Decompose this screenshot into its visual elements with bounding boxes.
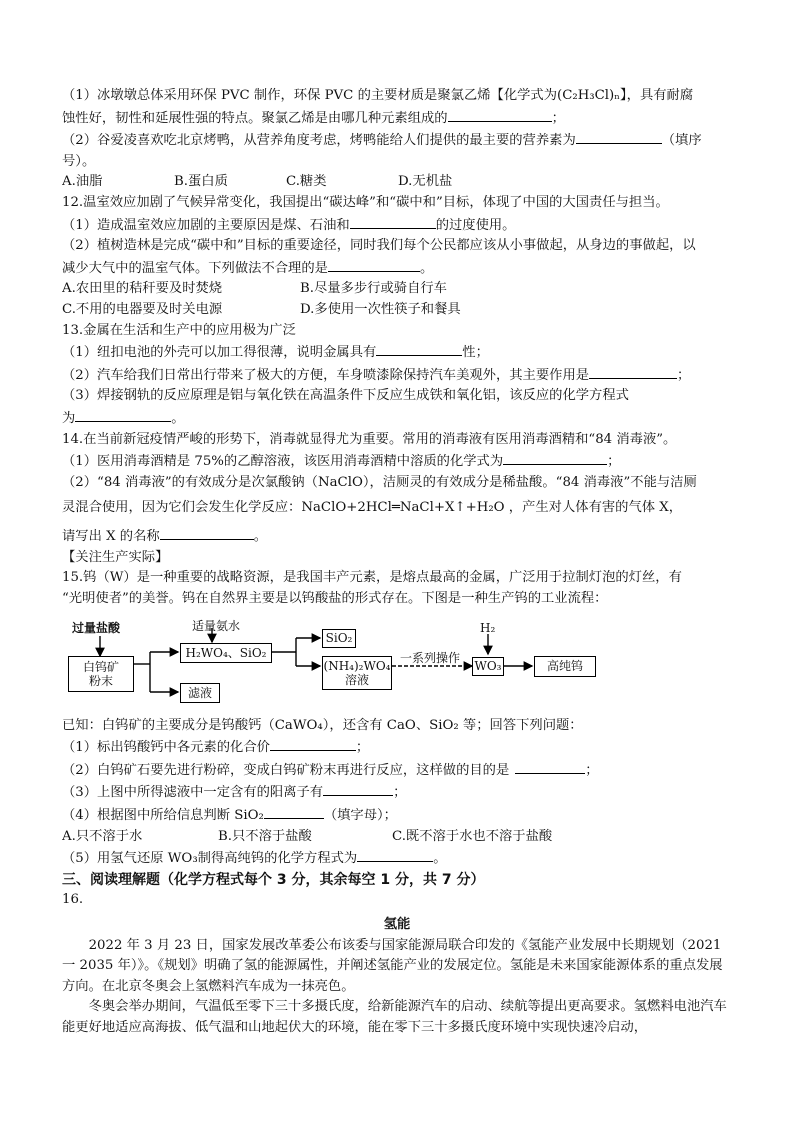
q16-number: 16. bbox=[62, 892, 84, 908]
flow-label-hydrochloric-acid: 过量盐酸 bbox=[72, 620, 121, 635]
q12-part2-end: 。 bbox=[419, 260, 434, 276]
q15-answer-blank-5[interactable] bbox=[357, 847, 433, 862]
q14-answer-blank-1[interactable] bbox=[503, 450, 607, 465]
flow-box-h2wo4-sio2: H₂WO₄、SiO₂ bbox=[180, 643, 272, 663]
flow-label-ammonia: 适量氨水 bbox=[192, 618, 241, 633]
q15-part3-text: （3）上图中所得滤液中一定含有的阳离子有 bbox=[62, 785, 324, 801]
flow-box-ammonium-tungstate bbox=[322, 656, 392, 690]
q11-part2-line1 bbox=[62, 129, 732, 152]
q12-part1-end: 的过度使用。 bbox=[435, 217, 516, 233]
flow-box-sio2: SiO₂ bbox=[322, 629, 356, 648]
q13-part3-line2 bbox=[62, 407, 732, 430]
q15-part3 bbox=[62, 781, 732, 804]
q15-stem-line1: 15.钨（W）是一种重要的战略资源，是我国丰产元素，是熔点最高的金属，广泛用于拉制灯泡的灯丝，有 bbox=[62, 570, 682, 586]
q12-options-row2 bbox=[62, 300, 732, 321]
q14-part1 bbox=[62, 450, 732, 473]
q13-answer-blank-3[interactable] bbox=[75, 407, 171, 422]
q15-known: 已知：白钨矿的主要成分是钨酸钙（CaWO₄），还含有 CaO、SiO₂ 等；回答下列问题： bbox=[62, 717, 583, 733]
section3-heading: 三、阅读理解题（化学方程式每个 3 分，其余每空 1 分，共 7 分） bbox=[62, 871, 485, 888]
q15-option-b[interactable]: B.只不溶于盐酸 bbox=[218, 828, 312, 844]
q15-answer-blank-2[interactable] bbox=[515, 759, 585, 774]
q15-part4-end: （填字母）； bbox=[323, 808, 397, 824]
flow-label-h2: H₂ bbox=[480, 620, 496, 635]
q11-part1-text: 蚀性好，韧性和延展性强的特点。聚氯乙烯是由哪几种元素组成的 bbox=[62, 110, 448, 126]
q15-answer-blank-3[interactable] bbox=[323, 781, 393, 796]
q15-part4 bbox=[62, 804, 732, 827]
q12-part1 bbox=[62, 214, 732, 237]
q11-option-b[interactable]: B.蛋白质 bbox=[174, 174, 228, 190]
q13-part3-line1: （3）焊接钢轨的反应原理是铝与氧化铁在高温条件下反应生成铁和氧化铝，该反应的化学方程式 bbox=[62, 388, 629, 404]
q16-paragraph-1: 2022 年 3 月 23 日，国家发展改革委公布该委与国家能源局联合印发的《氢能产业发展中长期规划（2021 一 2035 年）》。《规划》明确了氢的能源属性，并阐述氢能产业的发展定位。氢能是未来国家能源体系的重点发展方向。在北京冬奥会上氢燃料汽车成为一抹亮色。 bbox=[62, 937, 723, 994]
q12-option-d[interactable]: D.多使用一次性筷子和餐具 bbox=[300, 301, 461, 317]
q14-answer-blank-2[interactable] bbox=[160, 525, 254, 540]
q12-option-c[interactable]: C.不用的电器要及时关电源 bbox=[62, 301, 223, 317]
q15-part5 bbox=[62, 847, 732, 870]
q15-part5-text: （5）用氢气还原 WO₃制得高纯钨的化学方程式为 bbox=[62, 851, 358, 867]
q15-part2-end: ； bbox=[585, 762, 599, 778]
q13-part1 bbox=[62, 341, 732, 364]
q11-option-c[interactable]: C.糖类 bbox=[286, 174, 327, 190]
q11-part2-text: （2）谷爱凌喜欢吃北京烤鸭，从营养角度考虑，烤鸭能给人们提供的最主要的营养素为 bbox=[62, 133, 576, 149]
exam-page bbox=[62, 86, 732, 1039]
q11-part1-line2 bbox=[62, 107, 732, 130]
q12-option-a[interactable]: A.农田里的秸秆要及时焚烧 bbox=[62, 281, 223, 297]
q15-part3-end: ； bbox=[393, 785, 407, 801]
q11-answer-blank-1[interactable] bbox=[448, 107, 552, 122]
q12-option-b[interactable]: B.尽量多步行或骑自行车 bbox=[300, 281, 447, 297]
q16-article-title: 氢能 bbox=[383, 917, 411, 932]
q13-part2-text: （2）汽车给我们日常出行带来了极大的方便，车身喷漆除保持汽车美观外，其主要作用是 bbox=[62, 367, 590, 383]
q15-options bbox=[62, 827, 732, 848]
q14-part2-line3 bbox=[62, 525, 732, 548]
q11-part1-line1: （1）冰墩墩总体采用环保 PVC 制作，环保 PVC 的主要材质是聚氯乙烯【化学式为(C₂H₃Cl)ₙ】，具有耐腐 bbox=[62, 88, 694, 103]
tungsten-process-flowchart bbox=[62, 616, 622, 712]
flow-label-operations: 一系列操作 bbox=[400, 650, 461, 665]
q12-options-row1 bbox=[62, 279, 732, 300]
q15-part1-text: （1）标出钨酸钙中各元素的化合价 bbox=[62, 740, 270, 756]
q15-part2-text: （2）白钨矿石要先进行粉碎，变成白钨矿粉末再进行反应，这样做的目的是 bbox=[62, 762, 510, 778]
q13-answer-blank-2[interactable] bbox=[589, 364, 677, 379]
q11-part1-end: ； bbox=[551, 110, 565, 126]
q12-answer-blank-1[interactable] bbox=[350, 214, 436, 229]
flow-box-scheelite-powder bbox=[68, 656, 134, 692]
q13-part3-end: 。 bbox=[171, 410, 185, 426]
q12-part2-text: 减少大气中的温室气体。下列做法不合理的是 bbox=[62, 260, 328, 276]
q12-part1-text: （1）造成温室效应加剧的主要原因是煤、石油和 bbox=[62, 217, 350, 233]
q11-option-a[interactable]: A.油脂 bbox=[62, 174, 103, 190]
q14-part2-text: 请写出 X 的名称 bbox=[62, 529, 160, 545]
q15-stem-line2: “光明使者”的美誉。钨在自然界主要是以钨酸盐的形式存在。下图是一种生产钨的工业流程： bbox=[62, 591, 608, 607]
q14-part1-end: ； bbox=[607, 454, 621, 470]
q15-option-a[interactable]: A.只不溶于水 bbox=[62, 828, 143, 844]
q12-part2-line1: （2）植树造林是完成“碳中和”目标的重要途径，同时我们每个公民都应该从小事做起，从身边的事做起，以 bbox=[62, 238, 696, 254]
q15-answer-blank-4[interactable] bbox=[264, 804, 324, 819]
flow-ore-line1: 白钨矿 bbox=[82, 659, 119, 674]
q15-answer-blank-1[interactable] bbox=[270, 736, 356, 751]
q15-part1 bbox=[62, 736, 732, 759]
section-practice-heading: 【关注生产实际】 bbox=[62, 549, 169, 565]
q14-part1-text: （1）医用消毒酒精是 75%的乙醇溶液，该医用消毒酒精中溶质的化学式为 bbox=[62, 454, 504, 470]
q15-part4-text: （4）根据图中所给信息判断 SiO₂ bbox=[62, 808, 264, 824]
flow-ore-line2: 粉末 bbox=[88, 673, 113, 688]
q12-part2-line2 bbox=[62, 257, 732, 280]
q11-options bbox=[62, 172, 732, 193]
q15-option-c[interactable]: C.既不溶于水也不溶于盐酸 bbox=[392, 828, 553, 844]
q13-part3-text: 为 bbox=[62, 410, 76, 426]
q15-part5-end: 。 bbox=[433, 851, 447, 867]
flow-box-wo3: WO₃ bbox=[472, 657, 504, 676]
q16-paragraph-2: 冬奥会举办期间，气温低至零下三十多摄氏度，给新能源汽车的启动、续航等提出更高要求。氢燃料电池汽车能更好地适应高海拔、低气温和山地起伏大的环境，能在零下三十多摄氏度环境中实现快速冷启动， bbox=[62, 999, 727, 1035]
q11-part2-end: （填序 bbox=[661, 133, 702, 149]
q14-part2-end: 。 bbox=[253, 529, 267, 545]
q12-answer-blank-2[interactable] bbox=[328, 257, 420, 272]
q14-stem: 14.在当前新冠疫情严峻的形势下，消毒就显得尤为重要。常用的消毒液有医用消毒酒精和“84 消毒液”。 bbox=[62, 431, 677, 447]
q13-stem: 13.金属在生活和生产中的应用极为广泛 bbox=[62, 322, 296, 338]
flow-box-filtrate: 滤液 bbox=[180, 683, 220, 703]
q11-option-d[interactable]: D.无机盐 bbox=[398, 174, 453, 190]
q13-part2 bbox=[62, 364, 732, 387]
q15-part2 bbox=[62, 759, 732, 782]
q13-part1-end: 性； bbox=[462, 345, 489, 361]
q13-answer-blank-1[interactable] bbox=[376, 341, 462, 356]
q14-part2-line1: （2）“84 消毒液”的有效成分是次氯酸钠（NaClO），洁厕灵的有效成分是稀盐酸。“84 消毒液”不能与洁厕 bbox=[62, 474, 697, 490]
q13-part2-end: ； bbox=[677, 367, 691, 383]
flow-amm-line1: (NH₄)₂WO₄ bbox=[323, 658, 391, 673]
q13-part1-text: （1）纽扣电池的外壳可以加工得很薄，说明金属具有 bbox=[62, 345, 377, 361]
q15-part1-end: ； bbox=[355, 740, 370, 756]
q12-stem: 12.温室效应加剧了气候异常变化，我国提出“碳达峰”和“碳中和”目标，体现了中国的大国责任与担当。 bbox=[62, 194, 669, 210]
flow-box-pure-tungsten: 高纯钨 bbox=[534, 656, 596, 677]
q14-part2-line2: 灵混合使用，因为它们会发生化学反应：NaClO+2HCl═NaCl+X↑+H₂O ，产生对人体有害的气体 X， bbox=[62, 500, 683, 516]
q11-answer-blank-2[interactable] bbox=[576, 129, 662, 144]
q11-part2-line2: 号）。 bbox=[62, 153, 96, 169]
flow-amm-line2: 溶液 bbox=[344, 672, 369, 687]
